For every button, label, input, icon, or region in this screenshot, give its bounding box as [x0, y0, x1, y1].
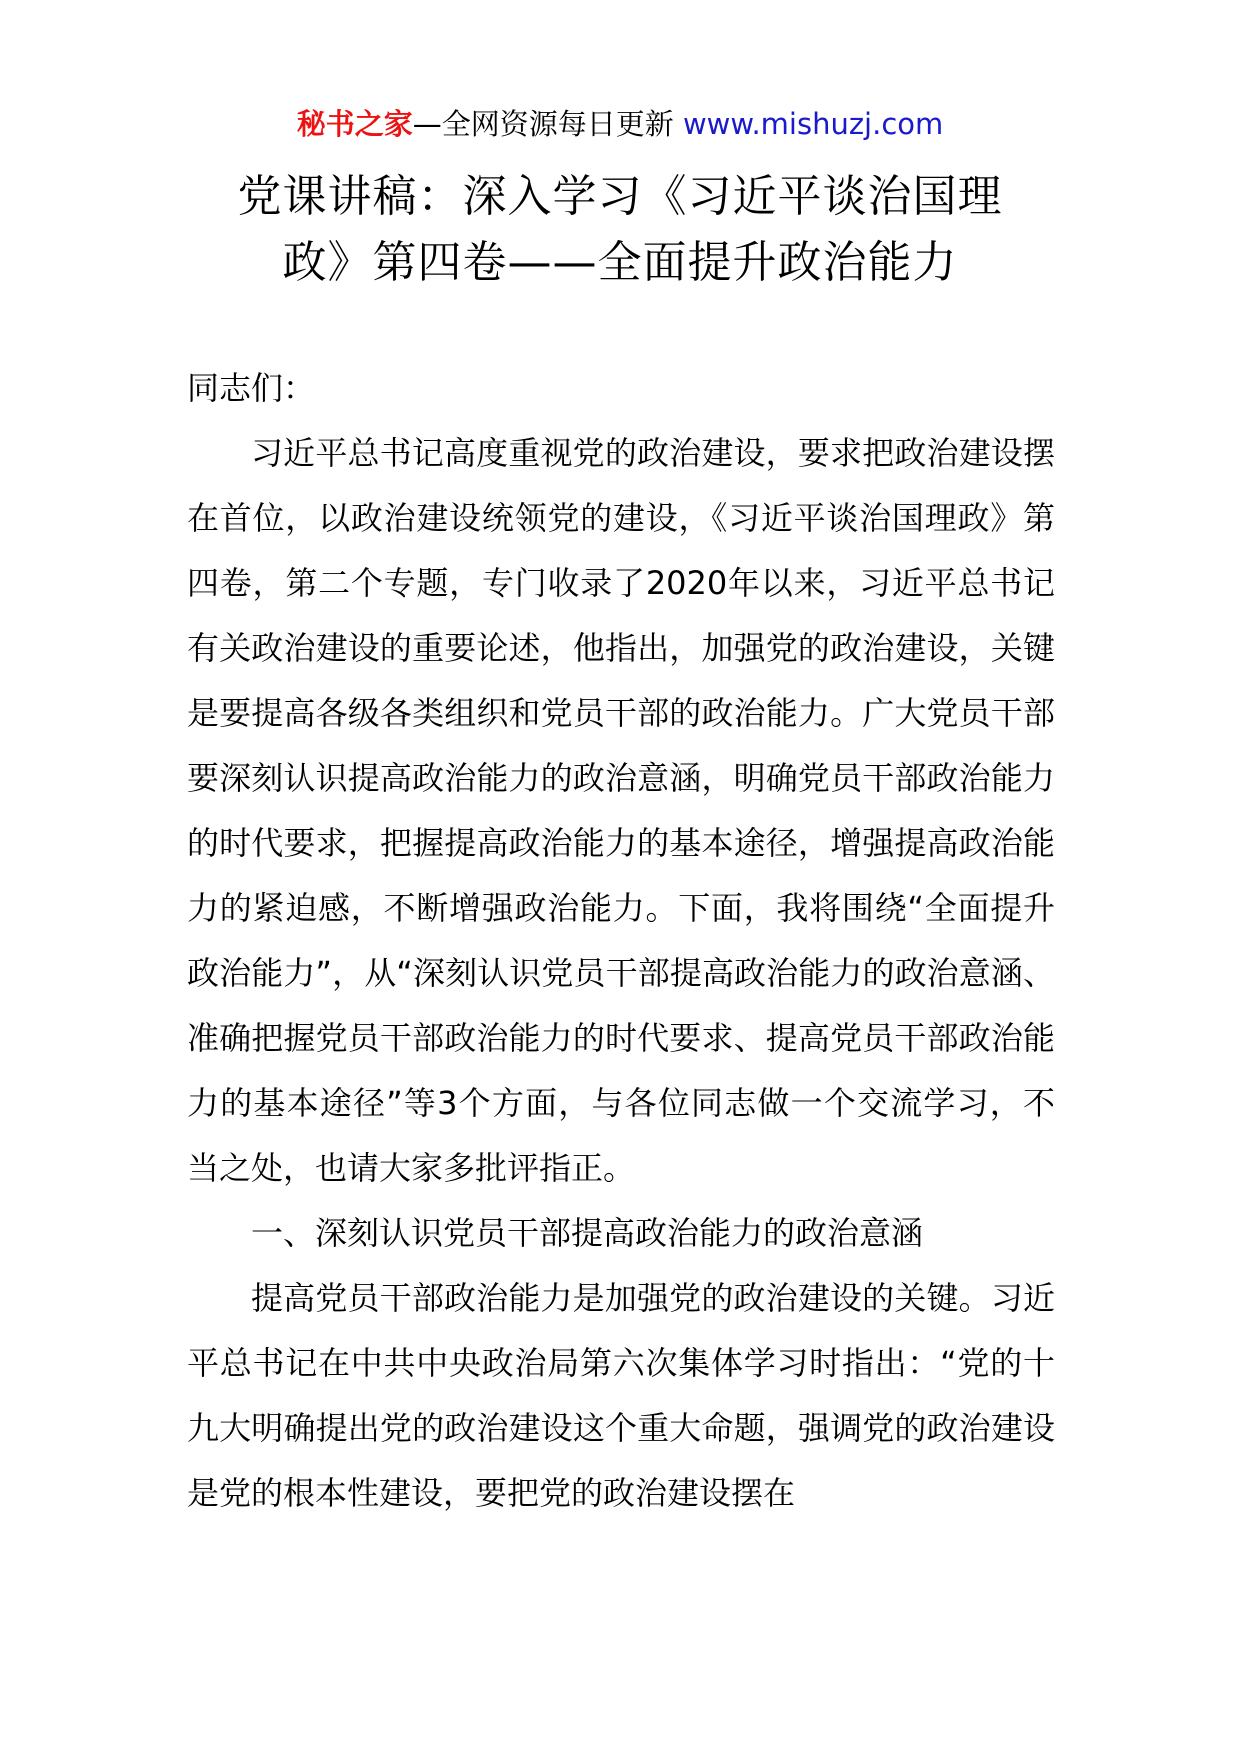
title-line-2: 政》第四卷——全面提升政治能力	[282, 237, 958, 288]
body-paragraph: 提高党员干部政治能力是加强党的政治建设的关键。习近平总书记在中共中央政治局第六次集体学习时指出：“党的十九大明确提出党的政治建设这个重大命题，强调党的政治建设是党的根本性建设，要把党的政治建设摆在	[187, 1279, 1055, 1512]
watermark-header	[0, 104, 1240, 144]
salutation: 同志们：	[187, 369, 316, 407]
header-tagline: —全网资源每日更新	[412, 107, 683, 141]
section-heading: 一、深刻认识党员干部提高政治能力的政治意涵	[251, 1214, 924, 1252]
brand-name: 秘书之家	[296, 107, 413, 141]
site-url-link[interactable]: www.mishuzj.com	[682, 107, 944, 141]
intro-paragraph: 习近平总书记高度重视党的政治建设，要求把政治建设摆在首位，以政治建设统领党的建设，《习近平谈治国理政》第四卷，第二个专题，专门收录了2020年以来，习近平总书记有关政治建设的重要论述，他指出，加强党的政治建设，关键是要提高各级各类组织和党员干部的政治能力。广大党员干部要深刻认识提高政治能力的政治意涵，明确党员干部政治能力的时代要求，把握提高政治能力的基本途径，增强提高政治能力的紧迫感，不断增强政治能力。下面，我将围绕“全面提升政治能力”，从“深刻认识党员干部提高政治能力的政治意涵、准确把握党员干部政治能力的时代要求、提高党员干部政治能力的基本途径”等3个方面，与各位同志做一个交流学习，不当之处，也请大家多批评指正。	[187, 434, 1055, 1187]
document-title	[150, 164, 1090, 296]
title-line-1: 党课讲稿：深入学习《习近平谈治国理	[237, 171, 1003, 222]
document-body	[187, 356, 1055, 1526]
